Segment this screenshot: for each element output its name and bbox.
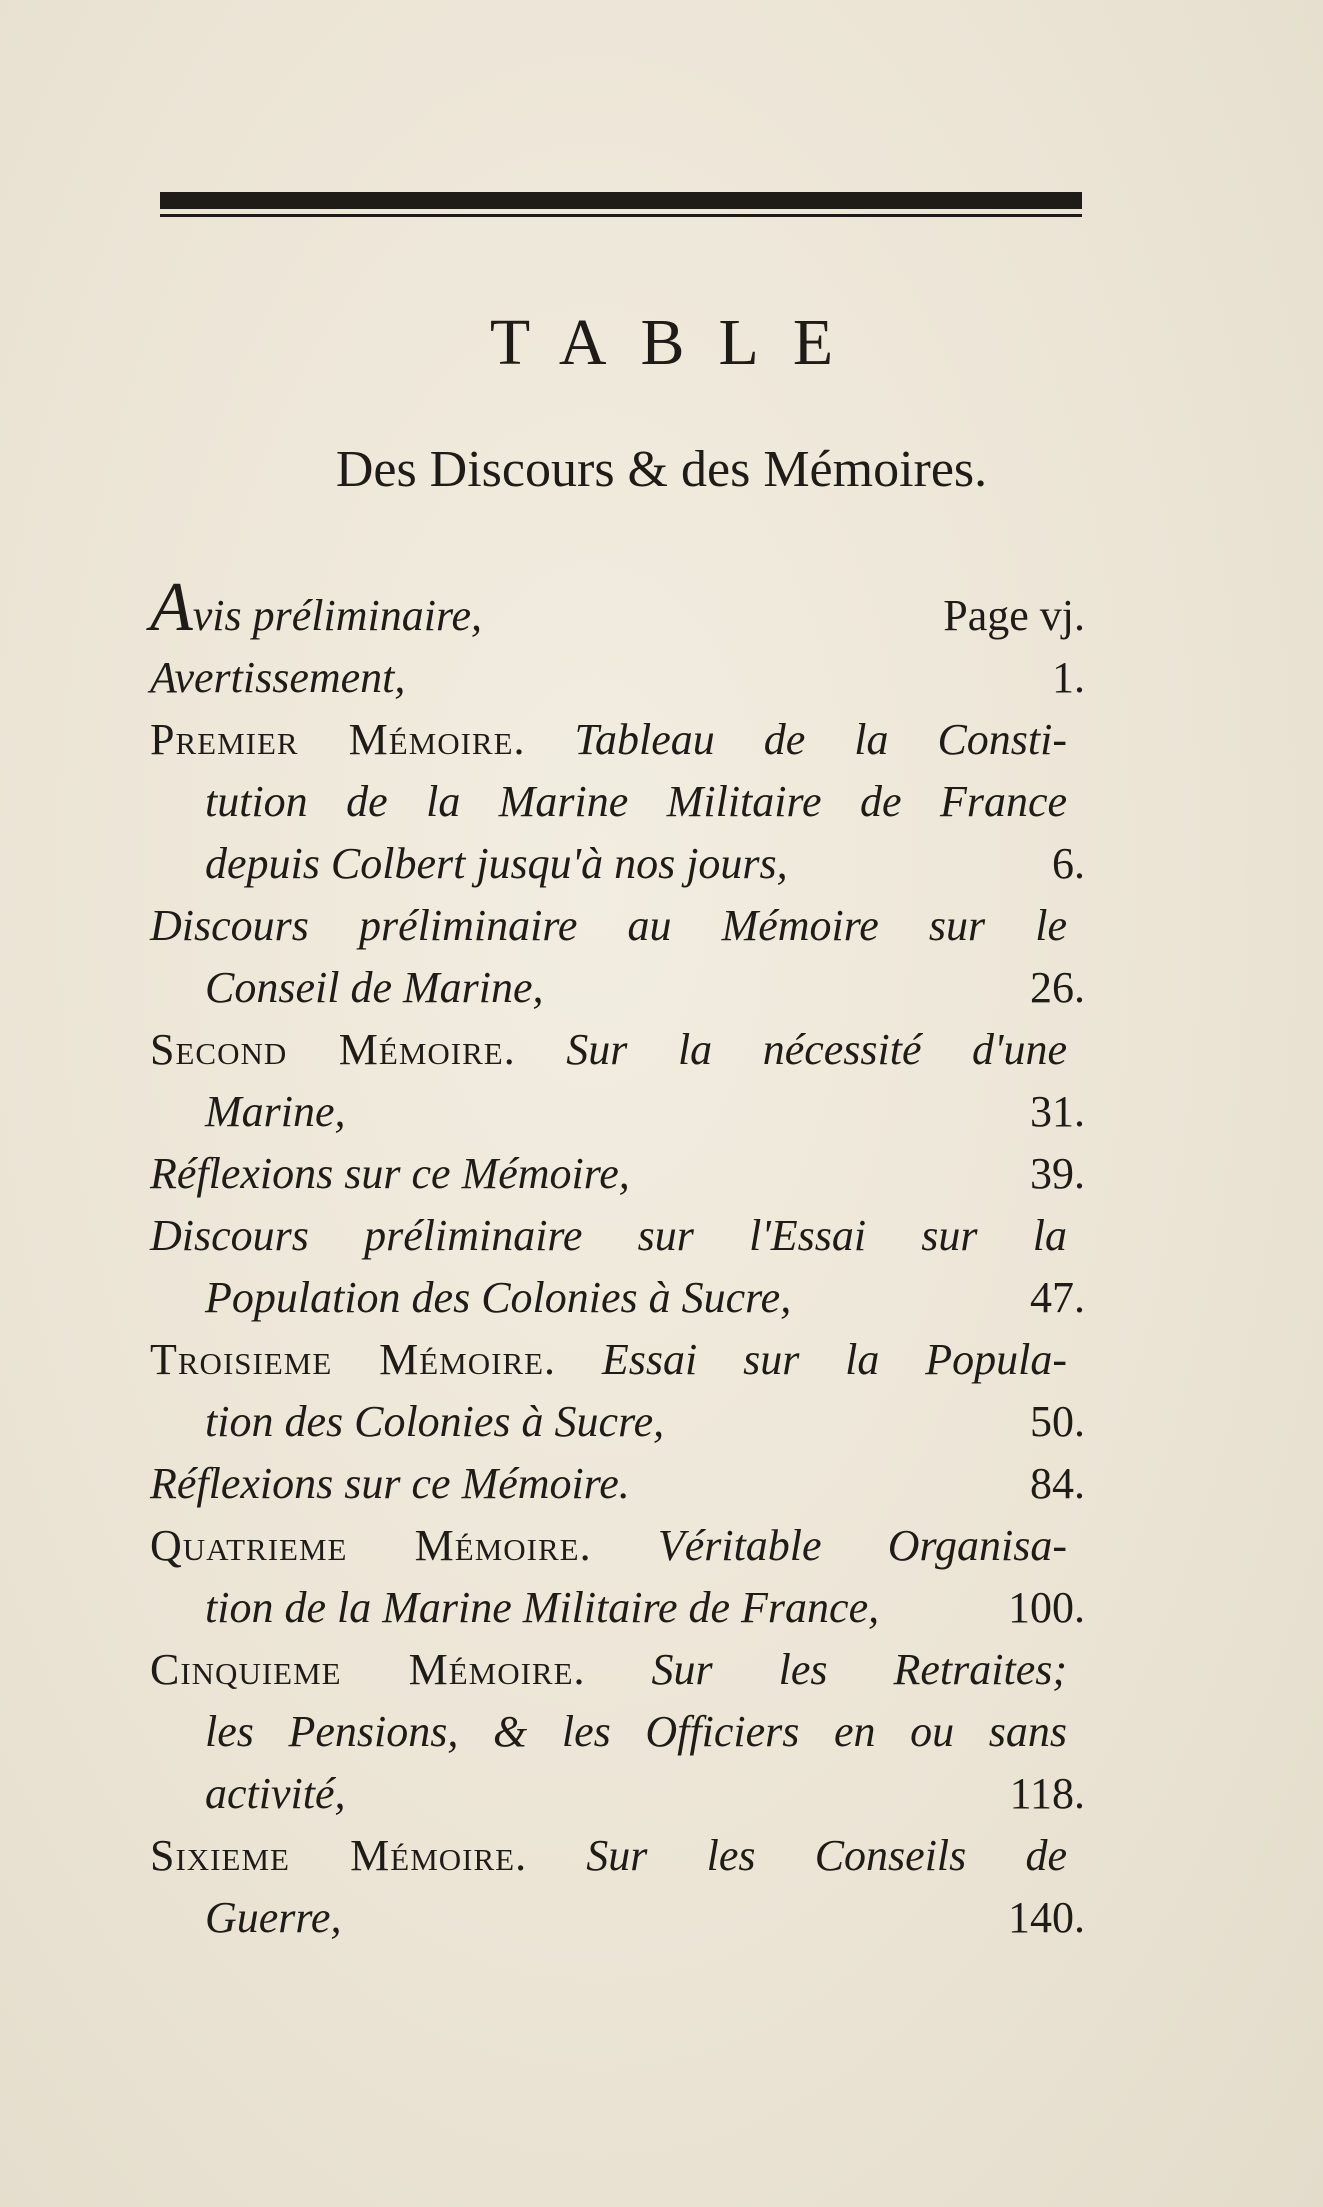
toc-line <box>150 1205 1085 1267</box>
entry-label: Tableau de la Consti- <box>574 715 1068 764</box>
toc-entry-text <box>150 1453 1030 1515</box>
toc-entry-text <box>205 1267 1030 1329</box>
entry-label: Discours préliminaire sur l'Essai sur la <box>150 1211 1067 1260</box>
toc-entry-text <box>205 1763 1010 1825</box>
toc-line <box>150 569 1085 647</box>
toc-line <box>150 1143 1085 1205</box>
toc-entry-text <box>150 1515 1085 1577</box>
memoire-heading: Quatrieme Mémoire. <box>150 1521 592 1570</box>
entry-label: vis préliminaire, <box>192 591 482 640</box>
toc-entry-text <box>150 647 1052 709</box>
thin-rule <box>160 214 1082 217</box>
entry-label: Avertissement, <box>150 653 406 702</box>
page-number: Page vj. <box>943 591 1085 640</box>
toc-entry-text <box>150 895 1085 957</box>
page-number: 118. <box>1009 1769 1085 1818</box>
entry-label: Sur les Conseils de <box>586 1831 1067 1880</box>
toc-line <box>150 771 1085 833</box>
toc-entry-text <box>205 1391 1030 1453</box>
page-number: 100. <box>1008 1583 1085 1632</box>
toc-entry-text <box>205 771 1085 833</box>
page-number: 31. <box>1030 1087 1085 1136</box>
entry-label: Population des Colonies à Sucre, <box>205 1273 792 1322</box>
entry-label: Conseil de Marine, <box>205 963 544 1012</box>
page-number: 84. <box>1030 1459 1085 1508</box>
toc-line <box>150 957 1085 1019</box>
toc-line <box>150 1019 1085 1081</box>
entry-label: tion de la Marine Militaire de France, <box>205 1583 880 1632</box>
toc-entry-text <box>205 833 1052 895</box>
entry-label: Réflexions sur ce Mémoire, <box>150 1149 630 1198</box>
entry-label: Guerre, <box>205 1893 342 1942</box>
entry-label: Essai sur la Popula- <box>601 1335 1068 1384</box>
toc-line <box>150 1267 1085 1329</box>
toc-entry-text <box>205 1081 1030 1143</box>
toc-entry-text <box>150 1329 1085 1391</box>
initial-letter: A <box>150 569 193 646</box>
toc-line <box>150 1081 1085 1143</box>
entry-label: Marine, <box>205 1087 346 1136</box>
memoire-heading: Sixieme Mémoire. <box>150 1831 528 1880</box>
entry-label: Réflexions sur ce Mémoire. <box>150 1459 630 1508</box>
toc-line <box>150 1453 1085 1515</box>
toc-line <box>150 1701 1085 1763</box>
toc-entry-text <box>150 1825 1085 1887</box>
toc-line <box>150 1639 1085 1701</box>
entry-label: Discours préliminaire au Mémoire sur le <box>150 901 1067 950</box>
page-number: 39. <box>1030 1149 1085 1198</box>
page-number: 140. <box>1008 1893 1085 1942</box>
toc-entry-text <box>205 1577 1008 1639</box>
page-number: 6. <box>1052 839 1085 888</box>
entry-label: depuis Colbert jusqu'à nos jours, <box>205 839 788 888</box>
toc-entry-text <box>150 709 1085 771</box>
memoire-heading: Premier Mémoire. <box>150 715 526 764</box>
toc-line <box>150 895 1085 957</box>
page-subtitle: Des Discours & des Mémoires. <box>335 441 988 498</box>
page-number: 50. <box>1030 1397 1085 1446</box>
toc-line <box>150 1763 1085 1825</box>
toc-line <box>150 647 1085 709</box>
toc-entry-text <box>150 1205 1085 1267</box>
toc-entry-text <box>150 1143 1030 1205</box>
toc-line <box>150 1577 1085 1639</box>
memoire-heading: Second Mémoire. <box>150 1025 516 1074</box>
entry-label: tution de la Marine Militaire de France <box>205 777 1067 826</box>
memoire-heading: Troisieme Mémoire. <box>150 1335 557 1384</box>
entry-label: les Pensions, & les Officiers en ou sans <box>205 1707 1067 1756</box>
page-number: 47. <box>1030 1273 1085 1322</box>
entry-label: activité, <box>205 1769 346 1818</box>
thick-rule <box>160 192 1082 209</box>
toc-line <box>150 1515 1085 1577</box>
toc-entry-text <box>205 1701 1085 1763</box>
toc-line <box>150 833 1085 895</box>
toc-entry-text <box>150 569 943 647</box>
memoire-heading: Cinquieme Mémoire. <box>150 1645 586 1694</box>
toc-line <box>150 709 1085 771</box>
toc-entry-text <box>150 1639 1085 1701</box>
entry-label: tion des Colonies à Sucre, <box>205 1397 665 1446</box>
top-rule <box>160 192 1082 217</box>
toc-entry-text <box>205 957 1030 1019</box>
page-number: 1. <box>1052 653 1085 702</box>
toc-line <box>150 1391 1085 1453</box>
page-title: TABLE <box>489 306 868 379</box>
toc-line <box>150 1887 1085 1949</box>
entry-label: Sur les Retraites; <box>651 1645 1067 1694</box>
table-of-contents <box>150 569 1085 1949</box>
toc-line <box>150 1825 1085 1887</box>
entry-label: Sur la nécessité d'une <box>566 1025 1067 1074</box>
page-number: 26. <box>1030 963 1085 1012</box>
toc-entry-text <box>205 1887 1008 1949</box>
entry-label: Véritable Organisa- <box>657 1521 1067 1570</box>
toc-line <box>150 1329 1085 1391</box>
toc-entry-text <box>150 1019 1085 1081</box>
